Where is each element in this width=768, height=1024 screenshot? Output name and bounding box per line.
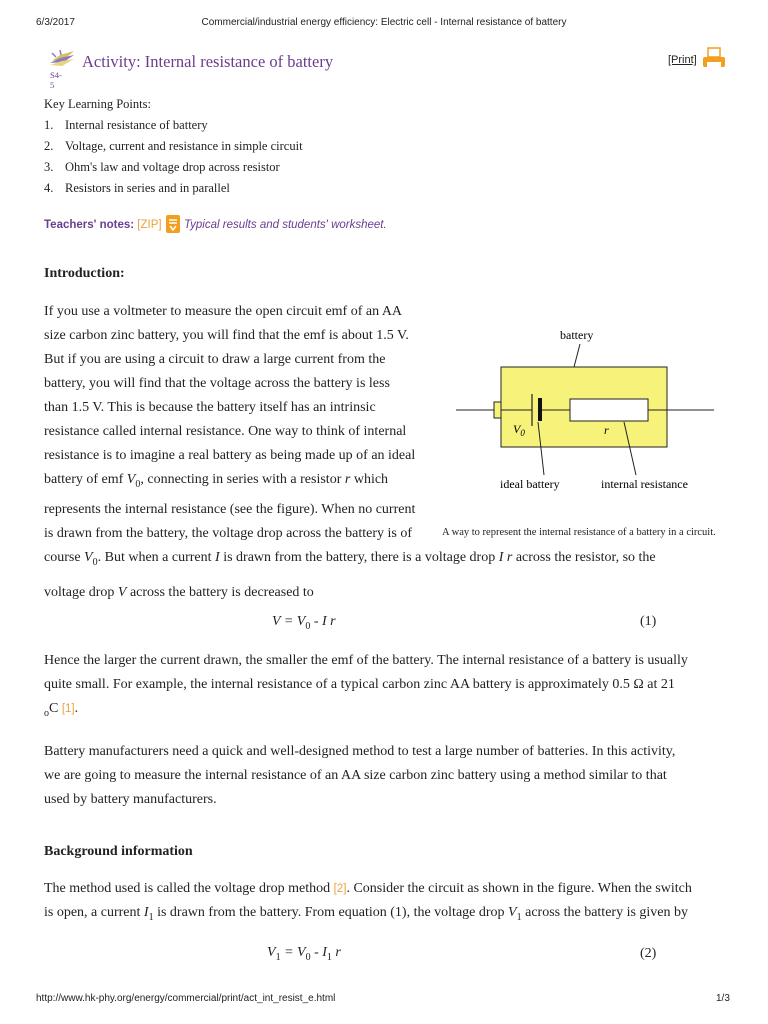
equation-2: $V_1 = V_0 - I_1$ r bbox=[267, 945, 341, 963]
print-link[interactable]: [Print] bbox=[668, 54, 697, 66]
printer-icon[interactable] bbox=[702, 47, 726, 71]
zip-link[interactable]: [ZIP] bbox=[137, 219, 162, 231]
logo-label: S4-5 bbox=[50, 70, 62, 90]
reference-link-1[interactable]: [1] bbox=[61, 703, 75, 715]
footer-url: http://www.hk-phy.org/energy/commercial/print/act_int_resist_e.html bbox=[36, 993, 336, 1004]
list-item: 3. Ohm's law and voltage drop across resistor bbox=[44, 160, 280, 174]
list-item: 4. Resistors in series and in parallel bbox=[44, 181, 230, 195]
key-learning-points bbox=[44, 94, 303, 199]
teachers-notes bbox=[44, 214, 387, 234]
teachers-notes-label: Teachers' notes: bbox=[44, 219, 135, 231]
print-date: 6/3/2017 bbox=[36, 17, 75, 28]
intro-paragraph-cont2: course $V_0$. But when a current I is drawn from the battery, there is a voltage drop I r across the resistor, so the voltage drop V across the battery is decreased to bbox=[44, 550, 656, 600]
paragraph-manufacturers: Battery manufacturers need a quick and well-designed method to test a large number of batteries. In this activity, we are going to measure the internal resistance of an AA size carbon zinc battery using a method similar to that used by battery manufacturers. bbox=[44, 744, 676, 807]
battery-plate-short bbox=[538, 398, 542, 421]
introduction-heading: Introduction: bbox=[44, 266, 125, 281]
figure-label-battery: battery bbox=[560, 328, 594, 342]
key-points-list bbox=[44, 115, 303, 199]
teachers-notes-description: Typical results and students' worksheet. bbox=[183, 219, 387, 231]
equation-1-number: (1) bbox=[640, 614, 657, 629]
figure-label-r: r bbox=[604, 423, 609, 437]
list-item: 1. Internal resistance of battery bbox=[44, 118, 208, 132]
reference-link-2[interactable]: [2] bbox=[333, 883, 347, 895]
paragraph-internal-resistance: Hence the larger the current drawn, the smaller the emf of the battery. The internal resistance of a battery is usually quite small. For example, the internal resistance of a typical carbon zinc AA battery is approximately 0.5 Ω at 21 $_o$C [1]. bbox=[44, 653, 688, 719]
internal-resistance-figure bbox=[456, 322, 728, 498]
download-icon[interactable] bbox=[165, 214, 181, 234]
page-title: Activity: Internal resistance of battery bbox=[82, 52, 334, 71]
equation-2-number: (2) bbox=[640, 946, 657, 961]
list-item: 2. Voltage, current and resistance in simple circuit bbox=[44, 139, 303, 153]
equation-1: $V = V_0 - I$ r bbox=[272, 614, 336, 632]
figure-label-v0: $V_0$ bbox=[513, 422, 525, 438]
figure-caption: A way to represent the internal resistance of a battery in a circuit. bbox=[442, 527, 716, 538]
background-paragraph: The method used is called the voltage drop method [2]. Consider the circuit as shown in the figure. When the switch is open, a current $I_1$ is drawn from the battery. From equation (1), the voltage drop $V_1$ across the battery is given by bbox=[44, 881, 692, 923]
key-points-heading: Key Learning Points: bbox=[44, 97, 151, 111]
intro-paragraph-cont: represents the internal resistance (see the figure). When no current is drawn from the battery, the voltage drop across the battery is of bbox=[44, 502, 416, 541]
figure-label-ideal: ideal battery bbox=[500, 477, 560, 491]
background-heading: Background information bbox=[44, 844, 193, 859]
figure-label-internal: internal resistance bbox=[601, 477, 688, 491]
footer-page-number: 1/3 bbox=[716, 993, 730, 1004]
internal-resistor bbox=[570, 399, 648, 421]
intro-paragraph: If you use a voltmeter to measure the open circuit emf of an AA size carbon zinc battery, you will find that the emf is about 1.5 V. But if you are using a circuit to draw a large current from the battery, you will find that the voltage across the battery is less than 1.5 V. This is because the battery itself has an intrinsic resistance called internal resistance. One way to think of internal resistance is to imagine a real battery as being made up of an ideal battery of emf $V_0$, connecting in series with a resistor r which bbox=[44, 304, 416, 490]
print-header-title: Commercial/industrial energy efficiency: Electric cell - Internal resistance of battery bbox=[201, 17, 567, 28]
